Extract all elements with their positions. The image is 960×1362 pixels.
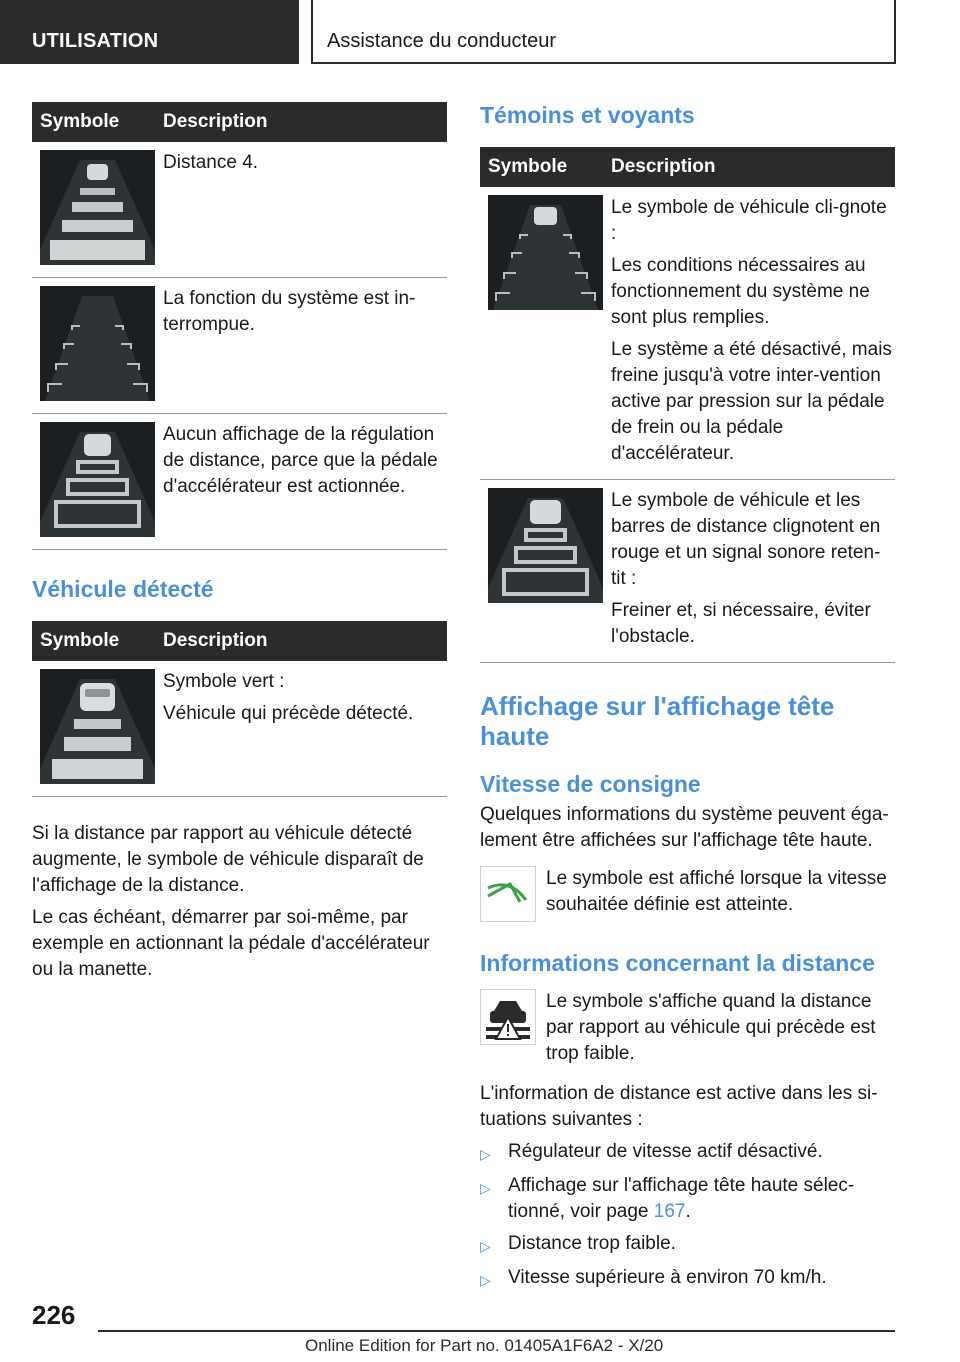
symbol-column-header: Symbole [488, 156, 568, 177]
table-row [32, 278, 447, 414]
table-header [32, 621, 447, 661]
symbol-column-header: Symbole [40, 630, 120, 651]
section-label: UTILISATION [0, 0, 299, 64]
set-speed-text: Le symbole est affiché lorsque la vitesse souhaitée définie est atteinte. [546, 868, 887, 915]
bullet-triangle-icon: ▷ [480, 1146, 491, 1162]
right-column [480, 102, 895, 1293]
section-heading-vehicle-detected: Véhicule détecté [32, 576, 214, 602]
system-interrupted-icon [40, 286, 155, 401]
vehicle-warning-red-icon [488, 488, 603, 603]
table-header [480, 147, 895, 187]
table-row [480, 187, 895, 480]
subsection-heading-set-speed: Vitesse de consigne [480, 771, 701, 797]
left-column [32, 102, 447, 983]
list-item [480, 1265, 895, 1293]
description-column-header: Description [163, 630, 268, 651]
description-cell [603, 488, 895, 650]
list-item-text: Régulateur de vitesse actif désactivé. [508, 1141, 823, 1162]
list-item-text [508, 1173, 895, 1225]
description-column-header: Description [611, 156, 716, 177]
section-heading-hud: Affichage sur l'affichage tête haute [480, 691, 835, 751]
table-header [32, 102, 447, 142]
bullet-triangle-icon: ▷ [480, 1180, 491, 1196]
list-item-text-main: Affichage sur l'affichage tête haute sélec-tionné, voir page [508, 1175, 855, 1222]
distance-symbols-table [32, 102, 447, 550]
description-text: Le symbole de véhicule et les barres de distance clignotent en rouge et un signal sonore reten-tit : [611, 490, 881, 589]
list-item [480, 1139, 895, 1167]
distance-bars-4-icon [40, 150, 155, 265]
table-row [480, 480, 895, 663]
page-header [0, 0, 960, 66]
description-cell [155, 150, 447, 265]
description-text: Symbole vert : [163, 671, 285, 692]
table-row [32, 414, 447, 550]
page-number: 226 [32, 1300, 76, 1330]
table-row [32, 142, 447, 278]
set-speed-info [480, 866, 895, 922]
distance-warning-icon [480, 989, 536, 1045]
section-heading-witness-lights: Témoins et voyants [480, 102, 695, 128]
list-item-text: Distance trop faible. [508, 1233, 676, 1254]
description-text: Véhicule qui précède détecté. [163, 703, 414, 724]
bullet-triangle-icon: ▷ [480, 1238, 491, 1254]
vehicle-detected-icon [40, 669, 155, 784]
description-text: La fonction du système est in-terrompue. [163, 288, 416, 335]
list-item-text-end: . [685, 1201, 691, 1222]
list-item [480, 1173, 895, 1225]
description-cell [155, 422, 447, 537]
bullet-triangle-icon: ▷ [480, 1272, 491, 1288]
set-speed-marker-icon [480, 866, 536, 922]
description-text: Distance 4. [163, 152, 259, 173]
body-paragraph: L'information de distance est active dans les si-tuations suivantes : [480, 1083, 878, 1130]
list-item-text: Vitesse supérieure à environ 70 km/h. [508, 1267, 827, 1288]
description-text: Le symbole de véhicule cli-gnote : [611, 197, 887, 244]
description-text: Les conditions nécessaires au fonctionnement du système ne sont plus remplies. [611, 255, 870, 328]
warning-symbols-table [480, 147, 895, 663]
list-item [480, 1231, 895, 1259]
description-cell [155, 669, 447, 784]
distance-warning-text: Le symbole s'affiche quand la distance par rapport au véhicule qui précède est trop faible. [546, 991, 876, 1064]
table-row [32, 661, 447, 797]
chapter-title: Assistance du conducteur [311, 0, 896, 64]
description-text: Freiner et, si nécessaire, éviter l'obstacle. [611, 600, 871, 647]
body-paragraph: Si la distance par rapport au véhicule détecté augmente, le symbole de véhicule disparaît de l'affichage de la distance. [32, 823, 424, 896]
footer-divider [98, 1330, 895, 1332]
distance-warning-info [480, 989, 895, 1067]
page-link[interactable]: 167 [653, 1201, 686, 1222]
symbol-column-header: Symbole [40, 111, 120, 132]
description-cell [603, 195, 895, 467]
conditions-list [480, 1139, 895, 1293]
detected-symbols-table [32, 621, 447, 797]
edition-text: Online Edition for Part no. 01405A1F6A2 - X/20 [305, 1336, 664, 1355]
accelerator-override-icon [40, 422, 155, 537]
description-text: Le système a été désactivé, mais freine jusqu'à votre inter-vention active par pression sur la pédale de frein ou la pédale d'accélérateur. [611, 339, 892, 464]
vehicle-blinking-icon [488, 195, 603, 310]
description-text: Aucun affichage de la régulation de distance, parce que la pédale d'accélérateur est actionnée. [163, 424, 438, 497]
description-cell [155, 286, 447, 401]
body-paragraph: Le cas échéant, démarrer par soi-même, par exemple en actionnant la pédale d'accélérateur ou la manette. [32, 907, 430, 980]
description-column-header: Description [163, 111, 268, 132]
body-paragraph: Quelques informations du système peuvent éga-lement être affichées sur l'affichage tête haute. [480, 804, 889, 851]
subsection-heading-distance-info: Informations concernant la distance [480, 950, 875, 976]
